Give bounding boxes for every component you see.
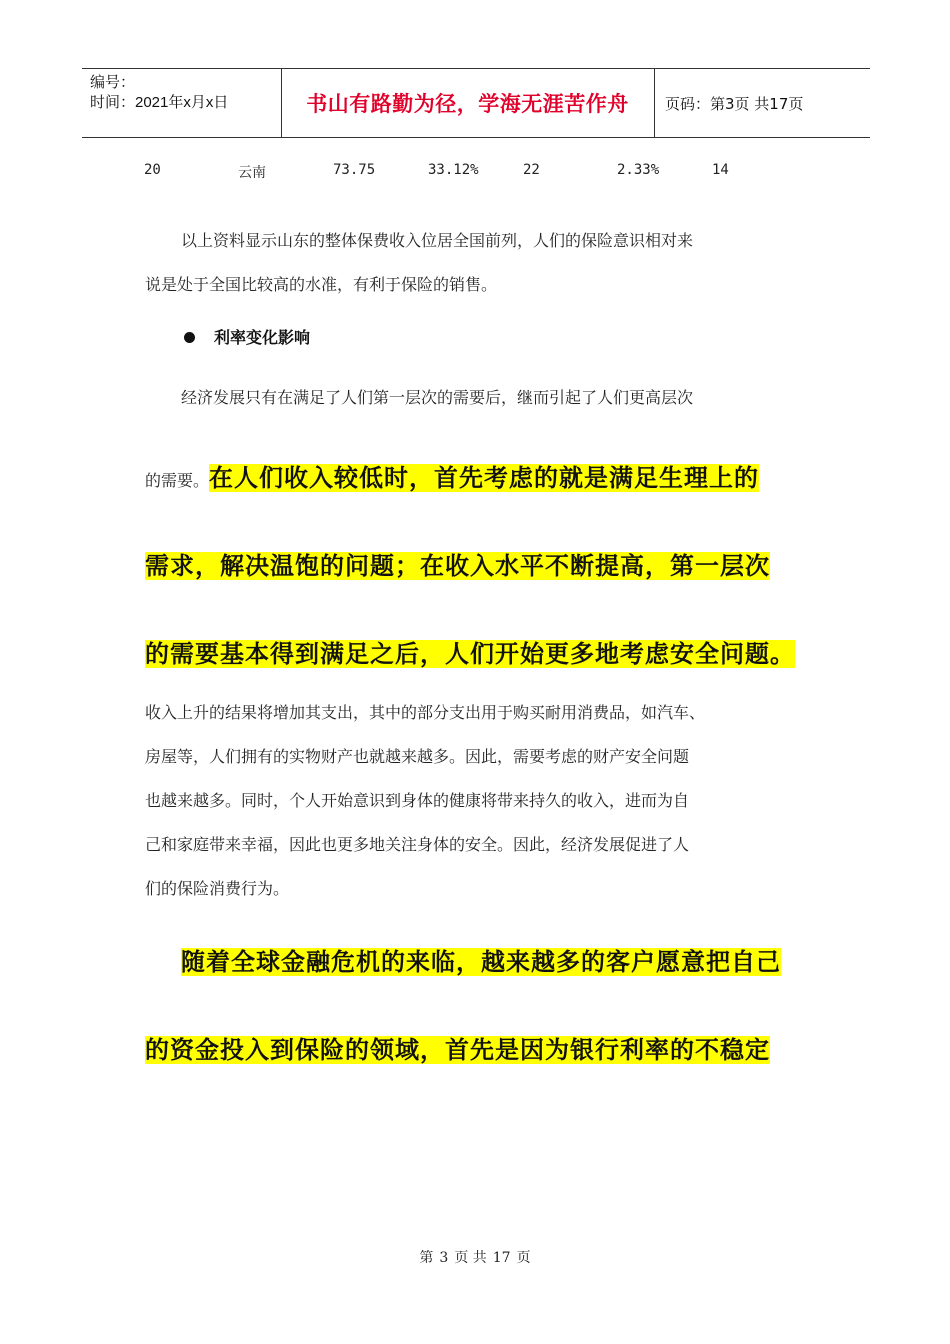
date-label: 时间：2021年x月x日 bbox=[90, 94, 229, 111]
cell-rank3: 14 bbox=[712, 162, 729, 178]
cell-premium: 73.75 bbox=[333, 162, 376, 178]
footer-page-num: 3 bbox=[439, 1250, 449, 1266]
highlight-text: 需求，解决温饱的问题；在收入水平不断提高，第一层次 bbox=[145, 552, 770, 580]
paragraph-4-line-2 bbox=[145, 1030, 770, 1065]
cell-rank: 20 bbox=[144, 162, 161, 178]
footer-mid: 页 共 bbox=[454, 1250, 487, 1266]
highlight-text: 在人们收入较低时，首先考虑的就是满足生理上的 bbox=[209, 464, 760, 492]
page-footer bbox=[0, 1247, 950, 1267]
header-left bbox=[90, 73, 228, 113]
number-label: 编号： bbox=[90, 74, 136, 91]
paragraph-3-line-5: 们的保险消费行为。 bbox=[145, 879, 290, 898]
paragraph-3-line-2: 房屋等，人们拥有的实物财产也就越来越多。因此，需要考虑的财产安全问题 bbox=[145, 747, 690, 766]
footer-prefix: 第 bbox=[419, 1250, 434, 1266]
highlight-text: 随着全球金融危机的来临，越来越多的客户愿意把自己 bbox=[181, 948, 781, 976]
paragraph-4-line-1 bbox=[181, 942, 781, 977]
paragraph-3-line-1: 收入上升的结果将增加其支出，其中的部分支出用于购买耐用消费品，如汽车、 bbox=[145, 703, 706, 722]
cell-rank2: 22 bbox=[523, 162, 540, 178]
paragraph-3-line-4: 己和家庭带来幸福，因此也更多地关注身体的安全。因此，经济发展促进了人 bbox=[145, 835, 690, 854]
highlight-text: 的需要基本得到满足之后，人们开始更多地考虑安全问题。 bbox=[145, 640, 795, 668]
cell-share: 2.33% bbox=[617, 162, 660, 178]
paragraph-2-line-4 bbox=[145, 634, 795, 669]
footer-suffix: 页 bbox=[516, 1250, 531, 1266]
bullet-icon bbox=[184, 332, 195, 343]
paragraph-1-line-2: 说是处于全国比较高的水准，有利于保险的销售。 bbox=[145, 275, 498, 294]
paragraph-3-line-3: 也越来越多。同时，个人开始意识到身体的健康将带来持久的收入，进而为自 bbox=[145, 791, 690, 810]
page-header bbox=[82, 68, 870, 138]
footer-page-total: 17 bbox=[492, 1250, 511, 1266]
cell-growth: 33.12% bbox=[428, 162, 479, 178]
header-divider bbox=[654, 69, 655, 137]
paragraph-2-line-1: 经济发展只有在满足了人们第一层次的需要后，继而引起了人们更高层次 bbox=[181, 388, 694, 407]
highlight-text: 的资金投入到保险的领域，首先是因为银行利率的不稳定 bbox=[145, 1036, 770, 1064]
paragraph-2-line-2 bbox=[145, 458, 759, 493]
cell-province: 云南 bbox=[238, 165, 266, 181]
header-page-info: 页码：第3页 共17页 bbox=[665, 94, 804, 113]
paragraph-1-line-1: 以上资料显示山东的整体保费收入位居全国前列，人们的保险意识相对来 bbox=[181, 231, 694, 250]
paragraph-2-line-3 bbox=[145, 546, 770, 581]
section-title: 利率变化影响 bbox=[214, 328, 311, 347]
paragraph-2-prefix: 的需要。 bbox=[145, 471, 210, 490]
header-motto: 书山有路勤为径，学海无涯苦作舟 bbox=[306, 92, 629, 116]
